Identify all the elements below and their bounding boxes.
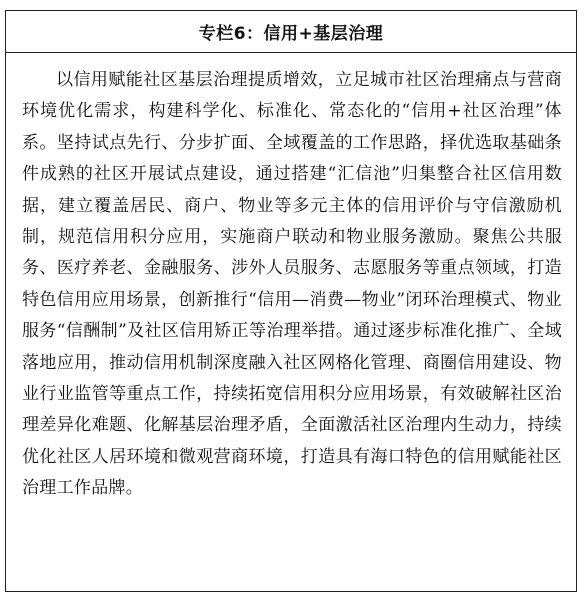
column-header [6, 11, 576, 53]
column-body [6, 53, 576, 515]
column-box [5, 10, 577, 592]
column-title: 专栏6：信用+基层治理 [198, 24, 384, 44]
column-paragraph: 以信用赋能社区基层治理提质增效，立足城市社区治理痛点与营商环境优化需求，构建科学化、标准化、常态化的“信用+社区治理”体系。坚持试点先行、分步扩面、全域覆盖的工作思路，择优选取基础条件成熟的社区开展试点建设，通过搭建“汇信池”归集整合社区信用数据，建立覆盖居民、商户、物业等多元主体的信用评价与守信激励机制，规范信用积分应用，实施商户联动和物业服务激励。聚焦公共服务、医疗养老、金融服务、涉外人员服务、志愿服务等重点领域，打造特色信用应用场景，创新推行“信用—消费—物业”闭环治理模式、物业服务“信酬制”及社区信用矫正等治理举措。通过逐步标准化推广、全域落地应用，推动信用机制深度融入社区网格化管理、商圈信用建设、物业行业监管等重点工作，持续拓宽信用积分应用场景，有效破解社区治理差异化难题、化解基层治理矛盾，全面激活社区治理内生动力，持续优化社区人居环境和微观营商环境，打造具有海口特色的信用赋能社区治理工作品牌。 [22, 70, 562, 499]
